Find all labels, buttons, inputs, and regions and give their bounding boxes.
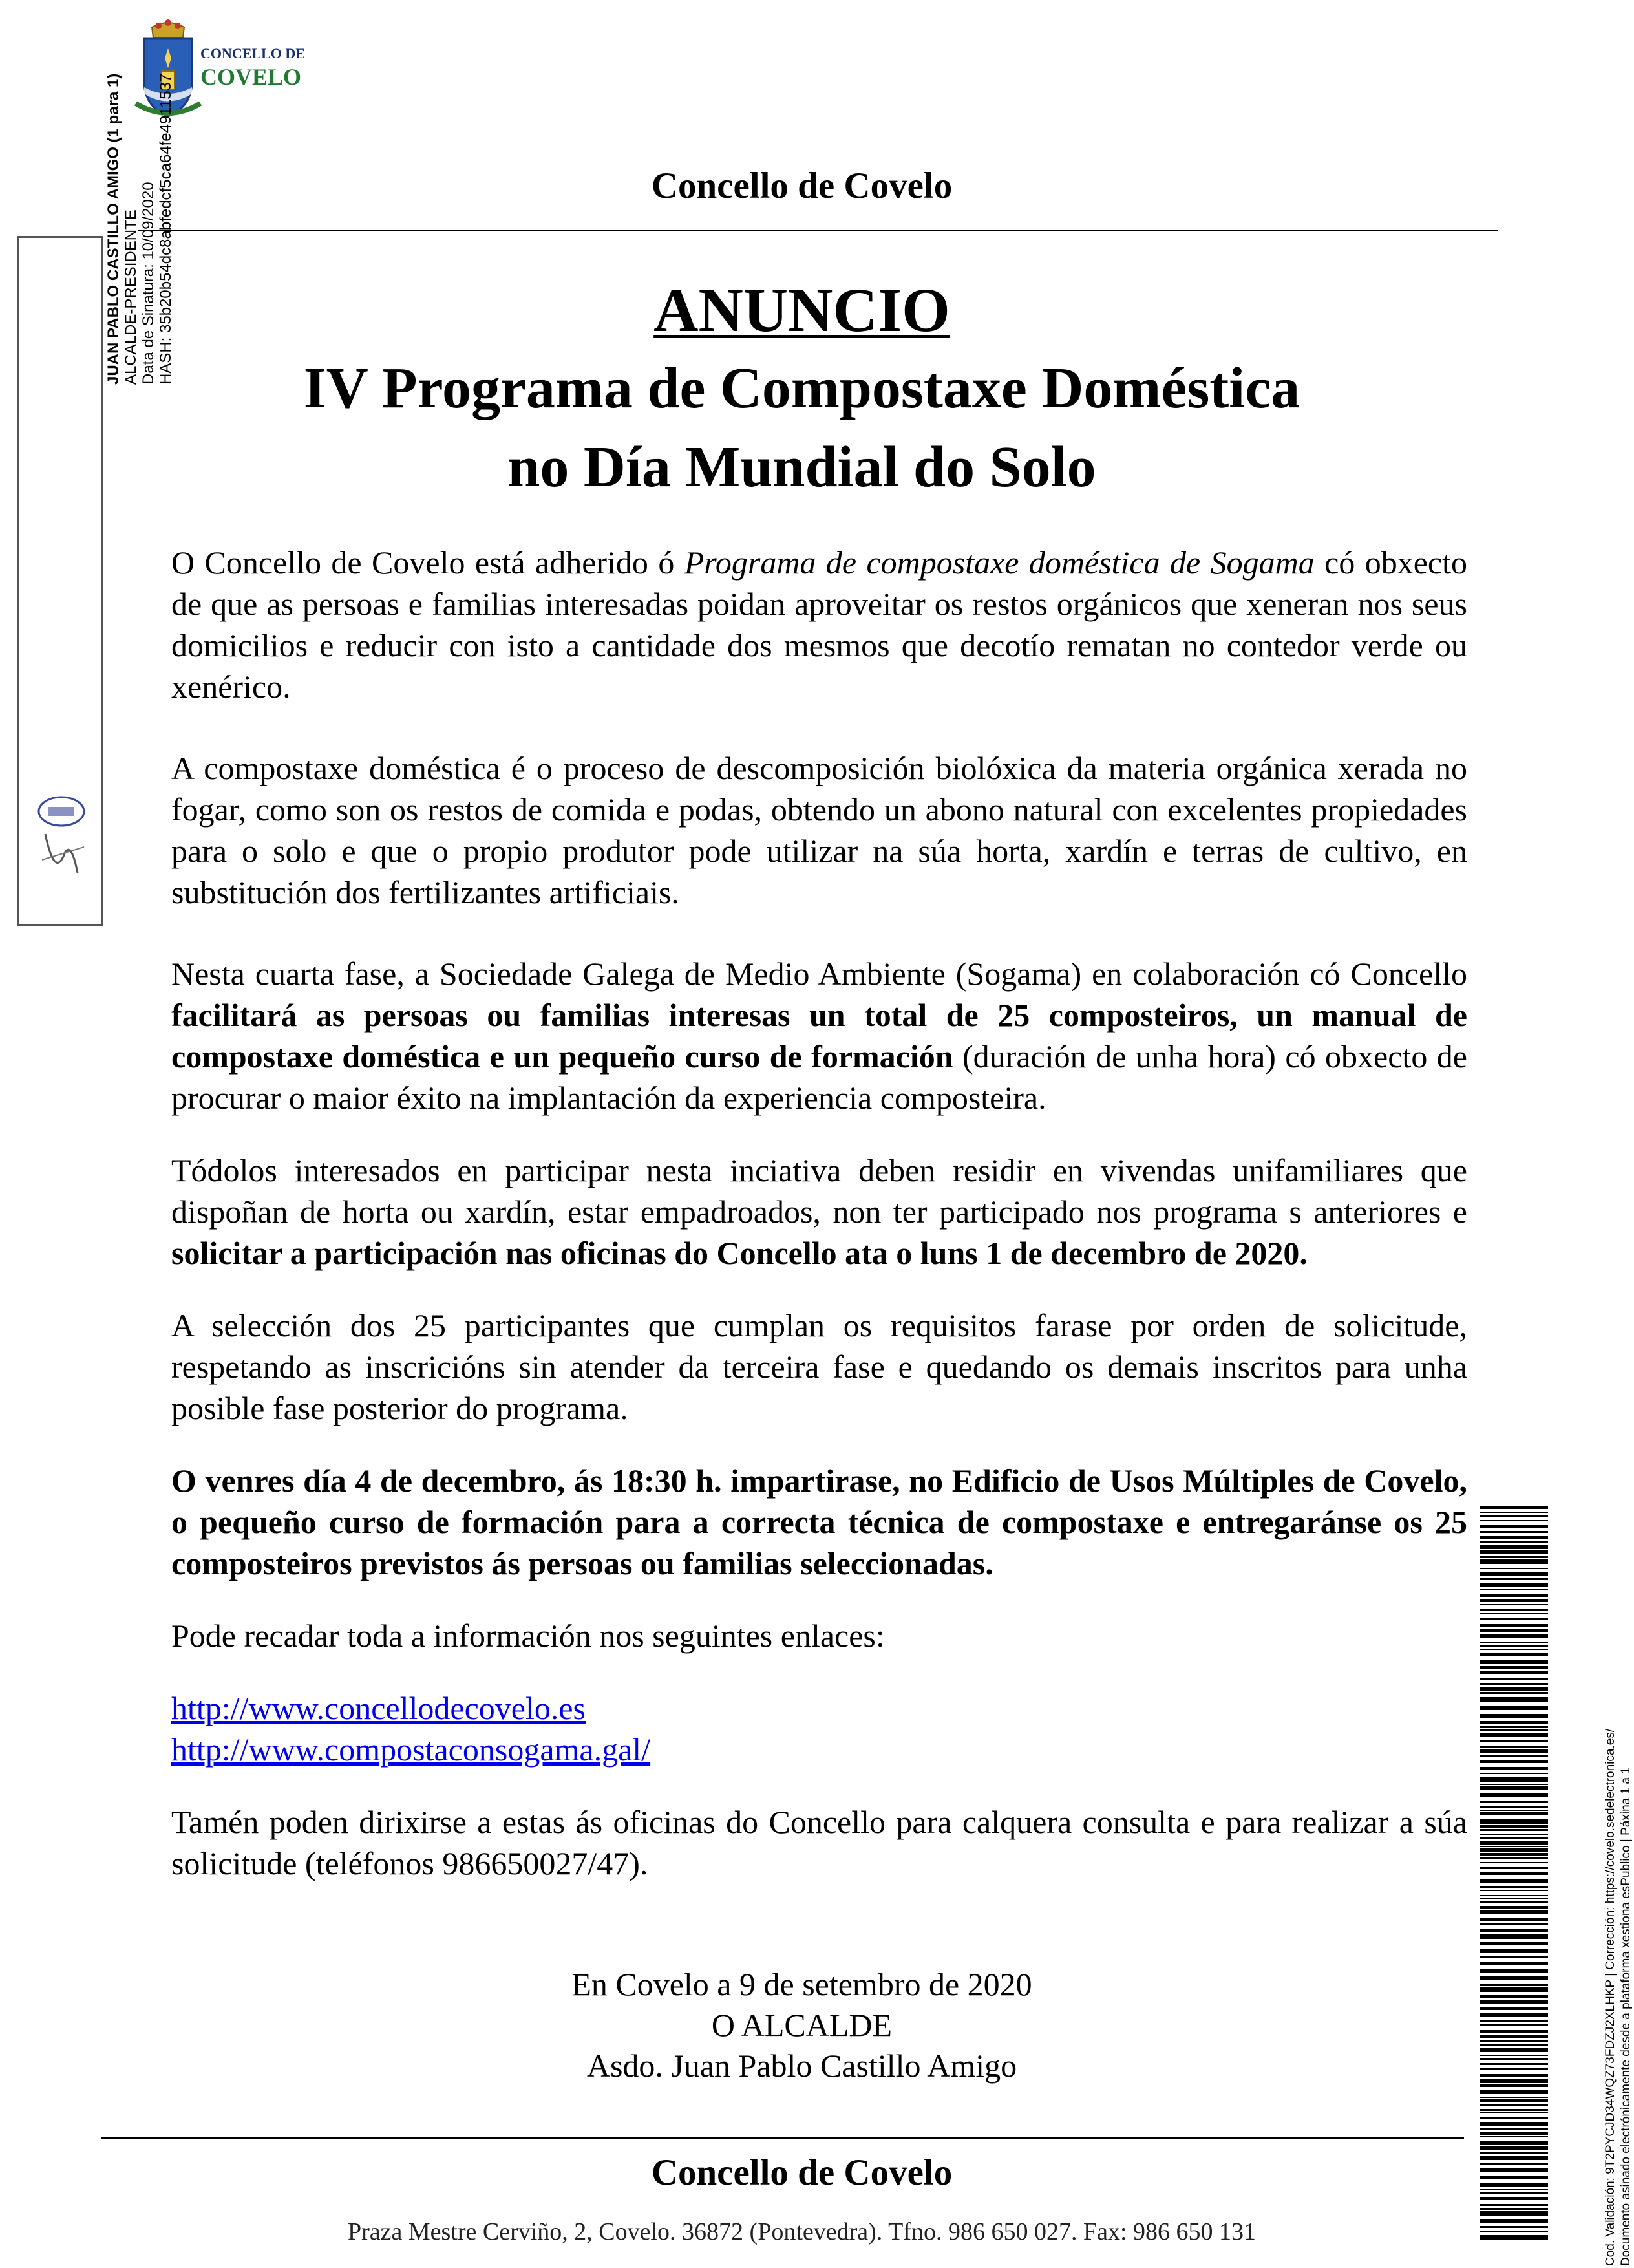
validation-note: Documento asinado electrónicamente desde a plataforma xestiona esPublico | Páxina 1 a 1 [1619,1767,1633,2266]
paragraph-6-highlight: O venres día 4 de decembro, ás 18:30 h. impartirase, no Edificio de Usos Múltiples de Covelo, o pequeño curso de formación para a correcta técnica de compostaxe e entregaránse os 25 composteiros previstos ás persoas ou familias seleccionadas. [171,1462,1467,1581]
paragraph-1-text-end: có obxecto de que as persoas e familias interesadas poidan aproveitar os restos orgánicos que xeneran nos seus domicilios e reducir con isto a cantidade dos mesmos que decotío rematan no contedor verde ou xenérico. [171,544,1467,705]
paragraph-3-highlight: facilitará as persoas ou familias interesas un total de 25 composteiros, un manual de compostaxe doméstica e un pequeño curso de formación [171,997,1467,1075]
paragraph-8: Tamén poden dirixirse a estas ás oficinas do Concello para calquera consulta e para realizar a súa solicitude (teléfonos 986650027/47). [171,1804,1467,1881]
paragraph-4-highlight: solicitar a participación nas oficinas do Concello ata o luns 1 de decembro de 2020. [171,1235,1308,1271]
paragraph-3-text: Nesta cuarta fase, a Sociedade Galega de Medio Ambiente (Sogama) en colaboración có Concello [171,956,1467,992]
signer-role: ALCALDE-PRESIDENTE [122,209,140,385]
validation-info [1603,1729,1634,2266]
link-concello[interactable]: http://www.concellodecovelo.es [171,1690,586,1726]
signature-hash: HASH: 35b20b54dc8abfedcf5ca64fe4911537 [157,73,175,385]
signer-title: O ALCALDE [711,2007,893,2043]
paragraph-2: A compostaxe doméstica é o proceso de descomposición biolóxica da materia orgánica xerada no fogar, como son os restos de comida e podas, obtendo un abono natural con excelentes propiedades para o solo e que o propio produtor pode utilizar na súa horta, xardín e terras de cultivo, en substitución dos fertilizantes artificiais. [171,750,1467,910]
barcode-icon [1480,1506,1548,2237]
footer-divider [101,2137,1464,2139]
paragraph-7: Pode recadar toda a información nos seguintes enlaces: [171,1618,885,1654]
signature-block [0,1964,1604,2086]
signer-full-name: Asdo. Juan Pablo Castillo Amigo [586,2048,1017,2084]
signer-name: JUAN PABLO CASTILLO AMIGO (1 para 1) [105,73,122,385]
paragraph-1 [171,542,1467,707]
signature-date: Data de Sinatura: 10/09/2020 [140,182,157,385]
logo-line-1: CONCELLO DE [200,45,305,61]
announcement-body [171,542,1467,1884]
footer-address: Praza Mestre Cerviño, 2, Covelo. 36872 (Pontevedra). Tfno. 986 650 027. Fax: 986 650 131 [347,2218,1257,2245]
paragraph-3 [171,953,1467,1118]
title-line-2: IV Programa de Compostaxe Doméstica [303,356,1300,420]
link-sogama[interactable]: http://www.compostaconsogama.gal/ [171,1731,651,1768]
announcement-title [0,272,1604,507]
logo-line-2: COVELO [200,64,302,90]
seal-icon [26,782,97,886]
links-block [171,1687,1467,1770]
title-line-3: no Día Mundial do Solo [507,435,1096,499]
validation-code: Cod. Validación: 9T2PYCJD34WQZ73FDZJ2XLHKP | Corrección: https://covelo.sedelectronica.es/ [1604,1728,1617,2266]
program-name: Programa de compostaxe doméstica de Sogama [684,544,1315,581]
footer-title: Concello de Covelo [651,2152,953,2193]
paragraph-4-text: Tódolos interesados en participar nesta inciativa deben residir en vivendas unifamiliares que dispoñan de horta ou xardín, estar empadroados, non ter participado nos programa s anteriores e [171,1152,1467,1230]
paragraph-6 [171,1460,1467,1584]
paragraph-4 [171,1150,1467,1274]
place-date: En Covelo a 9 de setembro de 2020 [571,1966,1032,2002]
title-anuncio: ANUNCIO [653,275,950,345]
paragraph-3-text-end: (duración de unha hora) có obxecto de procurar o maior éxito na implantación da experiencia composteira. [171,1038,1467,1116]
paragraph-5: A selección dos 25 participantes que cumplan os requisitos farase por orden de solicitude, respetando as inscricións sin atender da terceira fase e quedando os demais inscritos para unha posible fase posterior do programa. [171,1307,1467,1426]
header-title: Concello de Covelo [651,166,953,206]
paragraph-1-text: O Concello de Covelo está adherido ó [171,544,684,581]
header-divider [138,230,1498,231]
